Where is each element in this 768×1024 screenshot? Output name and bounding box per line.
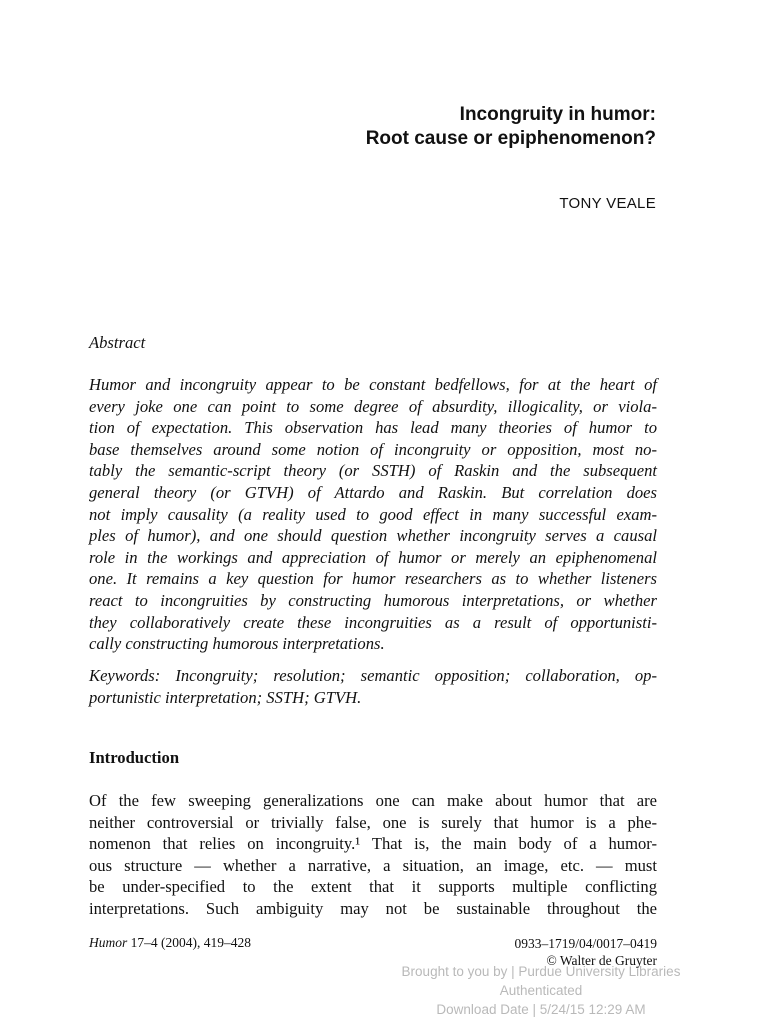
abstract-line: Humor and incongruity appear to be constant bedfellows, for at the heart of	[89, 375, 657, 394]
abstract-line: tion of expectation. This observation has lead many theories of humor to	[89, 418, 657, 438]
download-watermark	[386, 962, 696, 1019]
abstract-line: ples of humor), and one should question whether incongruity serves a causal	[89, 526, 657, 546]
abstract-line: tably the semantic-script theory (or SSTH) of Raskin and the subsequent	[89, 461, 657, 481]
intro-line: nomenon that relies on incongruity.¹ That is, the main body of a humor-	[89, 834, 657, 854]
paper-title	[366, 103, 656, 151]
introduction-text	[89, 790, 657, 920]
watermark-line-1: Brought to you by | Purdue University Libraries	[401, 964, 681, 979]
abstract-line: base themselves around some notion of incongruity or opposition, most no-	[89, 439, 657, 459]
abstract-line: one. It remains a key question for humor researchers as to whether listeners	[89, 569, 657, 589]
abstract-text	[89, 374, 657, 655]
intro-line: be under-specified to the extent that it supports multiple conflicting	[89, 877, 657, 897]
intro-line: ous structure — whether a narrative, a situation, an image, etc. — must	[89, 855, 657, 875]
keywords-line: portunistic interpretation; SSTH; GTVH.	[89, 687, 362, 707]
abstract-line: they collaboratively create these incongruities as a result of opportunisti-	[89, 612, 657, 632]
abstract-line: cally constructing humorous interpretations.	[89, 634, 385, 654]
intro-line: interpretations. Such ambiguity may not be sustainable throughout the	[89, 898, 657, 918]
abstract-line: not imply causality (a reality used to good effect in many successful exam-	[89, 504, 657, 524]
abstract-line: general theory (or GTVH) of Attardo and Raskin. But correlation does	[89, 482, 657, 502]
author-name: TONY VEALE	[559, 195, 656, 212]
keywords	[89, 665, 657, 708]
copyright: © Walter de Gruyter	[546, 953, 657, 968]
abstract-line: react to incongruities by constructing humorous interpretations, or whether	[89, 590, 657, 610]
watermark-line-3: Download Date | 5/24/15 12:29 AM	[436, 1002, 646, 1017]
citation-details: 17–4 (2004), 419–428	[127, 935, 252, 950]
issn: 0933–1719/04/0017–0419	[514, 936, 657, 951]
introduction-heading: Introduction	[89, 748, 180, 767]
watermark-line-2: Authenticated	[499, 983, 583, 998]
abstract-line: role in the workings and appreciation of humor or merely an epiphenomenal	[89, 547, 657, 567]
abstract-line: every joke one can point to some degree of absurdity, illogicality, or viola-	[89, 396, 657, 416]
keywords-line: Keywords: Incongruity; resolution; semantic opposition; collaboration, op-	[89, 666, 657, 685]
journal-citation	[89, 935, 251, 951]
abstract-heading: Abstract	[89, 333, 146, 352]
title-line-1: Incongruity in humor:	[459, 104, 656, 125]
intro-line: neither controversial or trivially false, one is surely that humor is a phe-	[89, 812, 657, 832]
journal-name: Humor	[89, 935, 128, 950]
title-line-2: Root cause or epiphenomenon?	[365, 128, 656, 149]
intro-line: Of the few sweeping generalizations one can make about humor that are	[89, 791, 657, 810]
